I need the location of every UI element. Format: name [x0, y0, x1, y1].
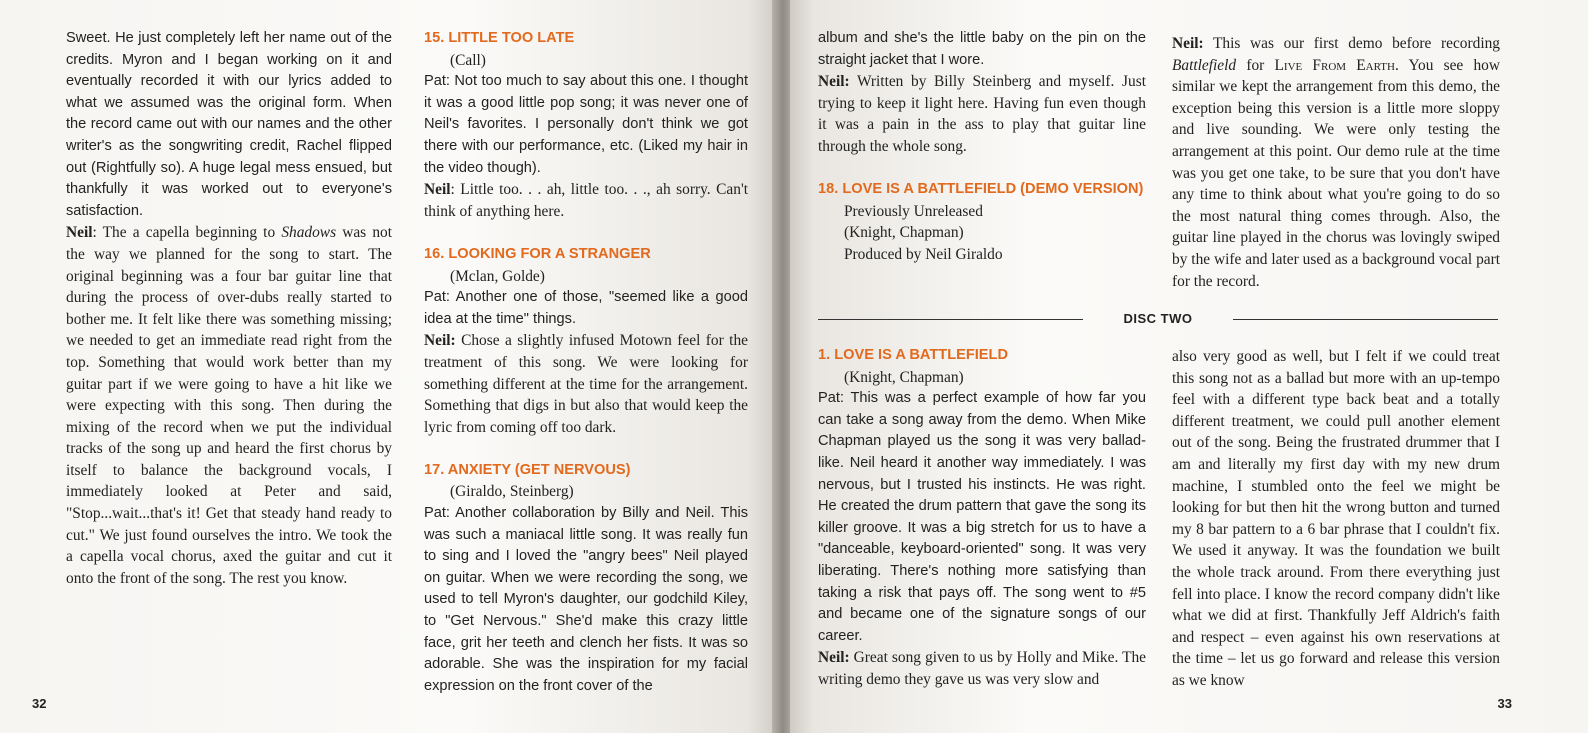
- speaker-pat: Pat: [424, 505, 446, 522]
- speaker-neil: Neil: [424, 181, 451, 199]
- album-title: Live From Earth: [1274, 56, 1395, 74]
- paragraph-jacket: album and she's the little baby on the pin on the straight jacket that I wore.: [818, 30, 1146, 68]
- left-column-2: [424, 28, 748, 697]
- speaker-pat: Pat: [424, 73, 446, 90]
- track-credit-16: (Mclan, Golde): [450, 267, 545, 285]
- right-column-4: [1172, 346, 1500, 692]
- speaker-neil: Neil:: [424, 332, 456, 350]
- speaker-pat: Pat: [818, 390, 840, 407]
- paragraph-neil-15: Neil: Little too. . . ah, little too. . ., ah sorry. Can't think of anything here.: [424, 181, 748, 220]
- right-column-1: [818, 28, 1146, 266]
- track-credit-18-producer: Produced by Neil Giraldo: [844, 245, 1003, 263]
- paragraph-pat-16: Pat: Another one of those, "seemed like a good idea at the time" things.: [424, 289, 748, 327]
- page-number-right: 33: [1497, 696, 1512, 711]
- page-number-left: 32: [32, 696, 47, 711]
- paragraph-pat-17: Pat: Another collaboration by Billy and Neil. This was such a maniacal little song. It was really fun to sing and I loved the "angry bees" Neil played on guitar. When we were recording the song, we used to tell Myron's daughter, our godchild Kiley, to "Get Nervous." She'd make this crazy little face, grit her teeth and clench her fists. It was so adorable. She was the inspiration for my facial expression on the front cover of the: [424, 505, 748, 694]
- speaker-neil: Neil:: [818, 649, 850, 667]
- right-column-3: [818, 345, 1146, 691]
- paragraph-pat-15: Pat: Not too much to say about this one. I thought it was a good little pop song; it was never one of Neil's favorites. I personally don't think we got there with our performance, etc. (Liked my hair in the video though).: [424, 73, 748, 176]
- divider-line-right: [1233, 319, 1498, 320]
- track-heading-16: 16. LOOKING FOR A STRANGER: [424, 245, 651, 262]
- speaker-pat: Pat: [424, 289, 446, 306]
- speaker-neil: Neil:: [818, 73, 850, 91]
- track-heading-15: 15. LITTLE TOO LATE: [424, 30, 575, 46]
- right-column-2: [1172, 33, 1500, 292]
- paragraph-rachel-story: Sweet. He just completely left her name out of the credits. Myron and I began working on it and eventually recorded it with our lyrics added to what we assumed was the original form. When the record came out with our names and the other writer's as the songwriting credit, Rachel flipped out (Rightfully so). A huge legal mess ensued, but thankfully it was worked out to everyone's satisfaction.: [66, 30, 392, 219]
- left-page: [0, 0, 778, 733]
- paragraph-pat-battlefield: Pat: This was a perfect example of how far you can take a song away from the demo. When Mike Chapman played us the song it was very ballad-like. Neil heard it another way immediately. I was nervous, but I trusted his instincts. He was right. He created the drum pattern that gave the song its killer groove. It was a big stretch for us to have a "danceable, keyboard-oriented" song. It was very liberating. There's nothing more satisfying than taking a risk that pays off. The song went to #5 and became one of the signature songs of our career.: [818, 390, 1146, 644]
- track-credit-15: (Call): [450, 51, 486, 69]
- paragraph-neil-18: Neil: This was our first demo before recording Battlefield for Live From Earth. You see how similar we kept the arrangement from this demo, the exception being this version is a little more sloppy and live sounding. We were only testing the arrangement at this point. Our demo rule at the time was you get one take, to be sure that you don't have any time to think about what you're going to do so the most natural thing comes through. Also, the guitar line played in the chorus was lovingly swiped by the wife and later used as a background vocal part for the record.: [1172, 35, 1500, 290]
- track-credit-18-status: Previously Unreleased: [844, 202, 983, 220]
- track-credit-18-writers: (Knight, Chapman): [844, 224, 964, 242]
- song-title-shadows: Shadows: [281, 224, 337, 242]
- track-credit-17: (Giraldo, Steinberg): [450, 483, 574, 501]
- paragraph-neil-17: Neil: Written by Billy Steinberg and myself. Just trying to keep it light here. Having fun even though it was a pain in the ass to play that guitar line through the whole song.: [818, 73, 1146, 155]
- speaker-neil: Neil:: [1172, 35, 1204, 52]
- track-credit-disc2-1: (Knight, Chapman): [844, 368, 964, 386]
- left-column-1: [66, 28, 392, 589]
- track-heading-17: 17. ANXIETY (GET NERVOUS): [424, 461, 631, 478]
- disc-two-label: DISC TWO: [1123, 311, 1193, 326]
- track-heading-18: 18. LOVE IS A BATTLEFIELD (DEMO VERSION): [818, 181, 1144, 198]
- paragraph-neil-shadows: Neil: The a capella beginning to Shadows was not the way we planned for the song to start. The original beginning was a four bar guitar line that during the process of over-dubs really started to bother me. It felt like there was something missing; we needed to get an immediate read right from the top. Something that would work better than my guitar part if we were going to have a hit like we were expecting with this song. Then during the mixing of the record when we put the individual tracks of the song up and heard the first chorus by itself to balance the background vocals, I immediately looked at Peter and said, "Stop...wait...that's it! Get that steady hand ready to cut." We just found ourselves the intro. We took the a capella vocal chorus, axed the guitar and cut it onto the front of the song. The rest you know.: [66, 224, 392, 587]
- speaker-neil: Neil: [66, 224, 93, 242]
- paragraph-neil-16: Neil: Chose a slightly infused Motown feel for the treatment of this song. We were looking for something different at the time for the arrangement. Something that digs in but also that would keep the lyric from coming off too dark.: [424, 332, 748, 436]
- paragraph-neil-battlefield: Neil: Great song given to us by Holly and Mike. The writing demo they gave us was very slow and: [818, 649, 1146, 688]
- paragraph-neil-drum-machine: also very good as well, but I felt if we could treat this song not as a ballad but more with an up-tempo feel with a different type back beat and a totally different treatment, we could pull another element out of the song. Being the frustrated drummer that I am and literally my first day with my new drum machine, I stumbled onto the feel we might be looking for but then hit the wrong button and turned my 8 bar pattern to a 6 bar phrase that I couldn't fix. We used it anyway. It was the foundation we built the whole track around. From there everything just fell into place. I know the record company didn't like what we did at first. Thankfully Jeff Aldrich's faith and respect – even against his own reservations at the time – let us go forward and release this version as we know: [1172, 348, 1500, 689]
- track-heading-disc2-1: 1. LOVE IS A BATTLEFIELD: [818, 347, 1008, 363]
- song-title-battlefield: Battlefield: [1172, 56, 1237, 74]
- disc-two-divider: [818, 309, 1498, 331]
